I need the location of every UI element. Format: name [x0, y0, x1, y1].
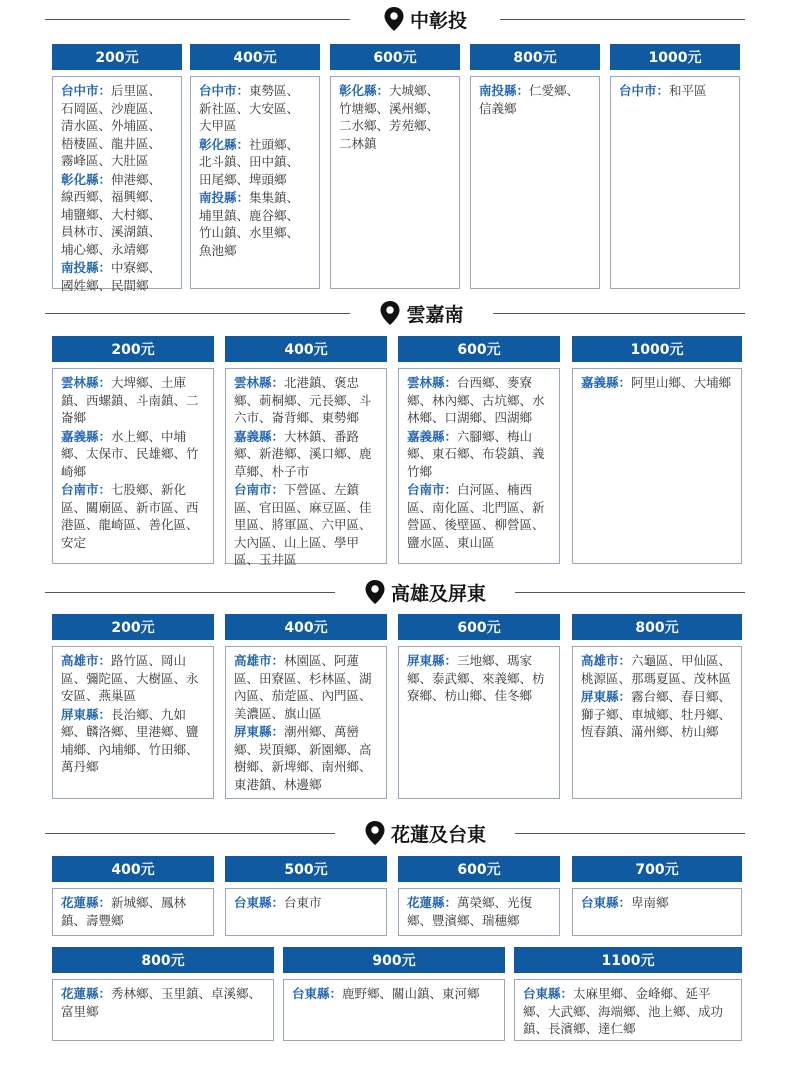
price-card — [572, 336, 742, 564]
section-header — [45, 298, 745, 328]
price-card — [610, 44, 740, 289]
price-card — [52, 614, 214, 799]
district-list: 秀林鄉、玉里鎮、卓溪鄉、富里鄉 — [61, 986, 262, 1019]
area-list — [610, 76, 740, 289]
price-header: 600元 — [330, 44, 460, 70]
district-list: 路竹區、岡山區、彌陀區、大樹區、永安區、燕巢區 — [61, 653, 199, 703]
area-list — [283, 979, 505, 1041]
county-name: 雲林縣： — [407, 375, 458, 390]
district-list: 和平區 — [669, 83, 707, 98]
district-list: 中寮鄉、國姓鄉、民間鄉 — [61, 260, 162, 293]
county-group — [292, 985, 496, 1003]
county-group — [199, 82, 311, 135]
price-card — [52, 336, 214, 564]
county-name: 嘉義縣： — [407, 428, 458, 444]
price-header: 200元 — [52, 44, 182, 70]
divider-line — [45, 19, 350, 20]
county-name: 彰化縣： — [199, 136, 250, 152]
price-header: 200元 — [52, 614, 214, 640]
district-list: 下營區、左鎮區、官田區、麻豆區、佳里區、將軍區、六甲區、大內區、山上區、學甲區、玉井區 — [234, 482, 372, 567]
price-header: 1100元 — [514, 947, 742, 973]
divider-line — [515, 592, 745, 593]
county-name: 南投縣： — [479, 83, 530, 98]
divider-line — [515, 833, 745, 834]
price-card — [572, 614, 742, 799]
section-title: 中彰投 — [409, 9, 467, 32]
county-group — [234, 481, 378, 569]
district-list: 東勢區、新社區、大安區、大甲區 — [199, 83, 300, 133]
county-name: 台中市： — [619, 83, 670, 98]
county-name: 屏東縣： — [407, 653, 458, 668]
area-list — [572, 368, 742, 564]
district-list: 萬榮鄉、光復鄉、豐濱鄉、瑞穗鄉 — [407, 895, 533, 928]
price-header: 200元 — [52, 336, 214, 362]
area-list — [514, 979, 742, 1041]
district-list: 長治鄉、九如鄉、麟洛鄉、里港鄉、鹽埔鄉、內埔鄉、竹田鄉、萬丹鄉 — [61, 706, 199, 774]
county-name: 屏東縣： — [581, 689, 632, 704]
county-group — [61, 894, 205, 929]
county-name: 嘉義縣： — [581, 375, 632, 390]
county-group — [61, 374, 205, 427]
area-list — [52, 646, 214, 799]
county-group — [581, 374, 733, 392]
district-list: 卑南鄉 — [631, 895, 669, 910]
section-header — [45, 577, 745, 607]
price-header: 600元 — [398, 336, 560, 362]
area-list — [52, 888, 214, 936]
county-group — [581, 652, 733, 687]
county-group — [407, 652, 551, 705]
county-name: 台東縣： — [523, 986, 574, 1001]
area-list — [398, 888, 560, 936]
area-list — [572, 646, 742, 799]
county-name: 台中市： — [199, 83, 250, 98]
price-card — [470, 44, 600, 289]
divider-line — [493, 313, 745, 314]
district-list: 白河區、楠西區、南化區、北門區、新營區、後壁區、柳營區、鹽水區、東山區 — [407, 482, 545, 550]
price-card — [225, 856, 387, 936]
map-pin-icon — [379, 300, 401, 326]
divider-line — [500, 19, 745, 20]
map-pin-icon — [364, 579, 386, 605]
county-name: 台南市： — [61, 482, 112, 497]
area-list — [190, 76, 320, 289]
area-list — [225, 368, 387, 567]
county-group — [523, 985, 733, 1038]
section-title: 花蓮及台東 — [390, 823, 486, 846]
price-card — [225, 614, 387, 799]
price-header: 900元 — [283, 947, 505, 973]
district-list: 鹿野鄉、關山鎮、東河鄉 — [342, 986, 480, 1001]
price-card — [190, 44, 320, 289]
price-header: 400元 — [225, 336, 387, 362]
county-name: 花蓮縣： — [61, 986, 112, 1001]
county-name: 台東縣： — [581, 895, 632, 910]
price-card — [514, 947, 742, 1041]
price-header: 600元 — [398, 614, 560, 640]
county-name: 彰化縣： — [339, 83, 390, 98]
price-header: 400元 — [225, 614, 387, 640]
county-name: 彰化縣： — [61, 171, 112, 187]
county-name: 嘉義縣： — [234, 428, 285, 444]
county-name: 南投縣： — [199, 190, 250, 205]
area-list — [398, 368, 560, 564]
district-list: 大埤鄉、土庫鎮、西螺鎮、斗南鎮、二崙鄉 — [61, 375, 199, 425]
area-list — [52, 76, 182, 293]
price-card — [572, 856, 742, 936]
price-card — [225, 336, 387, 567]
district-list: 后里區、石岡區、沙鹿區、清水區、外埔區、梧棲區、龍井區、霧峰區、大肚區 — [61, 83, 162, 168]
county-name: 台東縣： — [292, 986, 343, 1001]
area-list — [572, 888, 742, 936]
county-group — [234, 723, 378, 793]
county-group — [581, 688, 733, 741]
price-header: 500元 — [225, 856, 387, 882]
county-group — [339, 82, 451, 152]
area-list — [225, 646, 387, 799]
county-name: 雲林縣： — [234, 375, 285, 390]
county-name: 屏東縣： — [61, 706, 112, 722]
district-list: 新城鄉、鳳林鎮、壽豐鄉 — [61, 895, 187, 928]
county-group — [234, 428, 378, 481]
district-list: 社頭鄉、北斗鎮、田中鎮、田尾鄉、埤頭鄉 — [199, 136, 300, 187]
district-list: 北港鎮、褒忠鄉、莿桐鄉、元長鄉、斗六市、崙背鄉、東勢鄉 — [234, 375, 372, 425]
county-group — [61, 481, 205, 551]
map-pin-icon — [383, 6, 405, 32]
county-group — [199, 136, 311, 189]
county-name: 台南市： — [234, 482, 285, 497]
district-list: 六腳鄉、梅山鄉、東石鄉、布袋鎮、義竹鄉 — [407, 428, 545, 479]
price-header: 1000元 — [610, 44, 740, 70]
county-group — [234, 894, 378, 912]
price-card — [52, 856, 214, 936]
county-group — [61, 428, 205, 481]
price-header: 600元 — [398, 856, 560, 882]
area-list — [330, 76, 460, 289]
price-header: 700元 — [572, 856, 742, 882]
county-name: 嘉義縣： — [61, 428, 112, 444]
price-card — [398, 856, 560, 936]
map-pin-icon — [364, 820, 386, 846]
district-list: 霧台鄉、春日鄉、獅子鄉、車城鄉、牡丹鄉、恆春鎮、滿州鄉、枋山鄉 — [581, 689, 732, 739]
district-list: 水上鄉、中埔鄉、太保市、民雄鄉、竹崎鄉 — [61, 428, 199, 479]
county-name: 花蓮縣： — [61, 895, 112, 910]
price-header: 800元 — [470, 44, 600, 70]
district-list: 台西鄉、麥寮鄉、林內鄉、古坑鄉、水林鄉、口湖鄉、四湖鄉 — [407, 375, 545, 425]
price-header: 400元 — [190, 44, 320, 70]
county-group — [61, 259, 173, 294]
section-title: 高雄及屏東 — [390, 582, 486, 605]
county-name: 雲林縣： — [61, 375, 112, 390]
district-list: 三地鄉、瑪家鄉、泰武鄉、來義鄉、枋寮鄉、枋山鄉、佳冬鄉 — [407, 653, 545, 703]
county-group — [61, 171, 173, 259]
county-group — [61, 706, 205, 776]
county-group — [407, 428, 551, 481]
price-header: 800元 — [572, 614, 742, 640]
county-name: 台東縣： — [234, 895, 285, 910]
county-group — [61, 985, 265, 1020]
price-card — [398, 336, 560, 564]
section-title: 雲嘉南 — [406, 303, 464, 326]
area-list — [52, 979, 274, 1041]
county-group — [407, 374, 551, 427]
county-name: 台中市： — [61, 83, 112, 98]
price-header: 1000元 — [572, 336, 742, 362]
price-header: 800元 — [52, 947, 274, 973]
county-group — [407, 894, 551, 929]
district-list: 七股鄉、新化區、關廟區、新市區、西港區、龍崎區、善化區、安定 — [61, 482, 199, 550]
district-list: 仁愛鄉、信義鄉 — [479, 83, 580, 116]
county-group — [581, 894, 733, 912]
district-list: 六龜區、甲仙區、桃源區、那瑪夏區、茂林區 — [581, 653, 732, 686]
district-list: 潮州鄉、萬巒鄉、崁頂鄉、新園鄉、高樹鄉、新埤鄉、南州鄉、東港鎮、林邊鄉 — [234, 724, 372, 792]
county-group — [61, 82, 173, 170]
district-list: 林園區、阿蓮區、田寮區、杉林區、湖內區、茄萣區、內門區、美濃區、旗山區 — [234, 653, 372, 721]
price-card — [283, 947, 505, 1041]
price-card — [330, 44, 460, 289]
district-list: 阿里山鄉、大埔鄉 — [631, 375, 732, 390]
county-group — [234, 374, 378, 427]
divider-line — [45, 592, 335, 593]
divider-line — [45, 313, 350, 314]
county-group — [234, 652, 378, 722]
district-list: 大城鄉、竹塘鄉、溪州鄉、二水鄉、芳苑鄉、二林鎮 — [339, 83, 440, 151]
county-name: 台南市： — [407, 482, 458, 497]
district-list: 台東市 — [284, 895, 322, 910]
county-group — [61, 652, 205, 705]
county-name: 屏東縣： — [234, 724, 285, 739]
section-header — [45, 4, 745, 34]
county-name: 花蓮縣： — [407, 895, 458, 910]
section-header — [45, 818, 745, 848]
price-card — [398, 614, 560, 799]
area-list — [398, 646, 560, 799]
divider-line — [45, 833, 335, 834]
district-list: 太麻里鄉、金峰鄉、延平鄉、大武鄉、海端鄉、池上鄉、成功鎮、長濱鄉、達仁鄉 — [523, 986, 724, 1036]
area-list — [225, 888, 387, 936]
district-list: 集集鎮、埔里鎮、鹿谷鄉、竹山鎮、水里鄉、魚池鄉 — [199, 190, 300, 258]
price-card — [52, 44, 182, 293]
area-list — [52, 368, 214, 564]
county-group — [479, 82, 591, 117]
county-name: 高雄市： — [61, 653, 112, 668]
county-group — [407, 481, 551, 551]
county-name: 南投縣： — [61, 260, 112, 275]
district-list: 大林鎮、番路鄉、新港鄉、溪口鄉、鹿草鄉、朴子市 — [234, 428, 372, 479]
county-name: 高雄市： — [234, 653, 285, 668]
district-list: 伸港鄉、線西鄉、福興鄉、埔鹽鄉、大村鄉、員林市、溪湖鎮、埔心鄉、永靖鄉 — [61, 171, 162, 257]
price-card — [52, 947, 274, 1041]
county-group — [619, 82, 731, 100]
area-list — [470, 76, 600, 289]
county-group — [199, 189, 311, 259]
price-header: 400元 — [52, 856, 214, 882]
county-name: 高雄市： — [581, 653, 632, 668]
